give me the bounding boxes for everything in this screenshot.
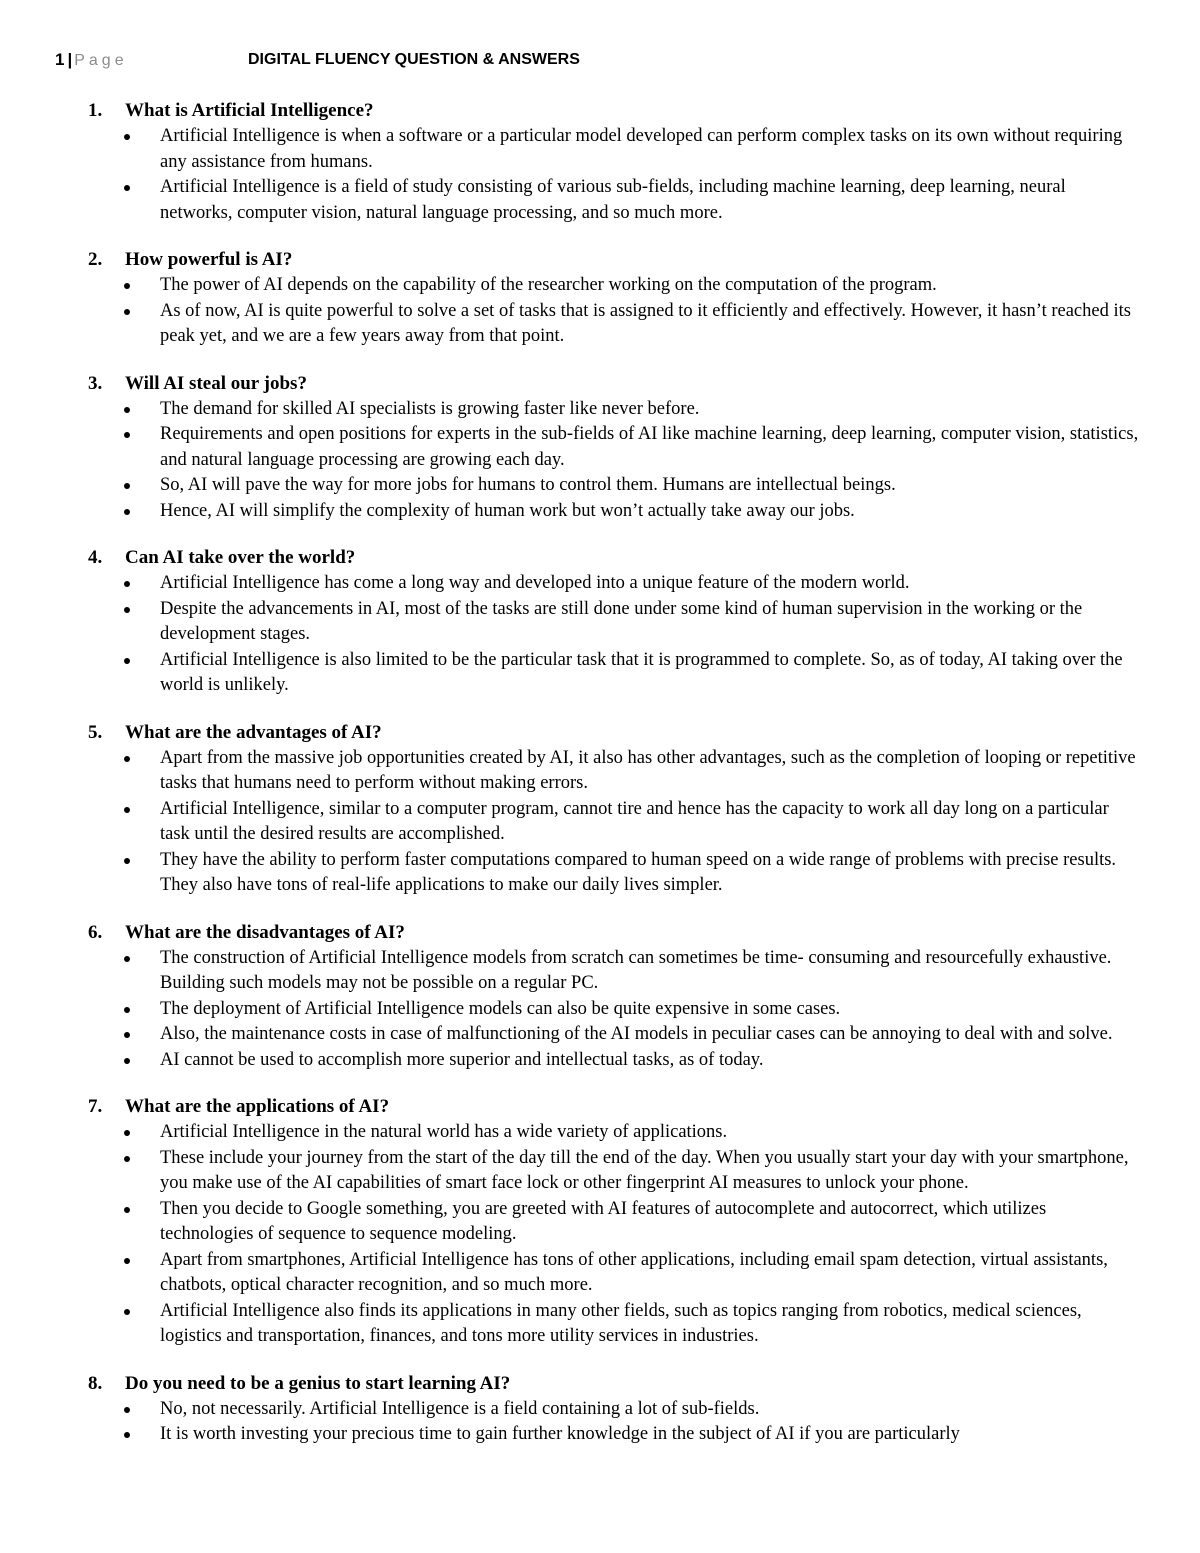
bullet-icon [124,1207,130,1213]
answer-item [0,473,1140,499]
answer-text: No, not necessarily. Artificial Intelligence is a field containing a lot of sub-fields. [160,1398,760,1419]
answer-text: Despite the advancements in AI, most of the tasks are still done under some kind of human supervision in the working or the development stages. [160,598,1083,644]
answer-text: Apart from the massive job opportunities created by AI, it also has other advantages, such as the completion of looping or repetitive tasks that humans need to perform without making errors. [160,747,1136,793]
bullet-icon [124,1058,130,1064]
question-heading [0,920,1200,946]
answer-text: Hence, AI will simplify the complexity of human work but won’t actually take away our jobs. [160,500,855,521]
answer-item [0,997,1140,1023]
answer-item [0,1048,1140,1074]
page-number: 1 [55,50,65,69]
bullet-icon [124,858,130,864]
answer-item [0,797,1140,848]
answer-item [0,1248,1140,1299]
answer-text: Artificial Intelligence is also limited to be the particular task that it is programmed to complete. So, as of today, AI taking over the world is unlikely. [160,649,1123,695]
question-heading [0,1371,1200,1397]
question-number: 4. [88,547,103,568]
question-text: Can AI take over the world? [125,547,356,568]
question-number: 3. [88,372,103,394]
question-number: 7. [88,1096,103,1117]
answer-item [0,1299,1140,1350]
answer-text: So, AI will pave the way for more jobs for humans to control them. Humans are intellectual beings. [160,475,896,495]
answer-item [0,597,1140,648]
bullet-icon [124,1258,130,1264]
answer-item [0,299,1140,350]
question-text: What are the disadvantages of AI? [125,921,405,943]
document-title: DIGITAL FLUENCY QUESTION & ANSWERS [248,51,580,68]
question-heading [0,371,1200,397]
question-text: Do you need to be a genius to start learning AI? [125,1372,511,1394]
bullet-icon [124,134,130,140]
question-heading [0,98,1200,124]
answer-text: Artificial Intelligence has come a long way and developed into a unique feature of the modern world. [160,573,910,593]
answer-text: Artificial Intelligence also finds its applications in many other fields, such as topics ranging from robotics, medical sciences, logistics and transportation, finances, and tons more utility services in industries. [160,1300,1082,1346]
bullet-icon [124,509,130,515]
question-number: 2. [88,249,103,270]
question-heading [0,545,1200,571]
answer-text: Also, the maintenance costs in case of malfunctioning of the AI models in peculiar cases can be annoying to deal with and solve. [160,1024,1113,1044]
answer-item [0,1422,1140,1448]
question-text: What are the advantages of AI? [125,721,382,743]
bullet-icon [124,283,130,289]
question-number: 5. [88,721,103,743]
answer-item [0,1197,1140,1248]
answer-text: Then you decide to Google something, you are greeted with AI features of autocomplete and autocorrect, which utilizes technologies of sequence to sequence modeling. [160,1198,1047,1244]
answer-item [0,571,1140,597]
question-block [0,98,1200,226]
answer-text: They have the ability to perform faster computations compared to human speed on a wide range of problems with precise results. They also have tons of real-life applications to make our daily lives simpler. [160,849,1117,895]
bullet-icon [124,581,130,587]
bullet-icon [124,407,130,413]
question-heading [0,720,1200,746]
bullet-icon [124,309,130,315]
page-separator: | [67,50,73,69]
answer-text: Artificial Intelligence is a field of study consisting of various sub-fields, including machine learning, deep learning, neural networks, computer vision, natural language processing, and so much more. [160,177,1066,223]
question-list [0,98,1200,1469]
bullet-icon [124,1407,130,1413]
bullet-icon [124,1156,130,1162]
answer-item [0,273,1140,299]
question-block [0,920,1200,1074]
bullet-icon [124,1007,130,1013]
bullet-icon [124,1032,130,1038]
answer-text: Apart from smartphones, Artificial Intelligence has tons of other applications, including email spam detection, virtual assistants, chatbots, optical character recognition, and so much more. [160,1249,1108,1295]
answer-item [0,946,1140,997]
question-text: What are the applications of AI? [125,1096,390,1117]
answer-text: Requirements and open positions for experts in the sub-fields of AI like machine learning, deep learning, computer vision, statistics, and natural language processing are growing each day. [160,424,1139,470]
answer-text: Artificial Intelligence in the natural world has a wide variety of applications. [160,1122,728,1142]
answer-text: Artificial Intelligence is when a software or a particular model developed can perform complex tasks on its own without requiring any assistance from humans. [160,126,1123,172]
question-text: How powerful is AI? [125,249,293,270]
bullet-icon [124,956,130,962]
question-heading [0,1094,1200,1120]
answer-item [0,848,1140,899]
question-text: Will AI steal our jobs? [125,372,307,394]
bullet-icon [124,756,130,762]
answer-list [0,571,1200,699]
answer-item [0,1397,1140,1423]
question-block [0,1371,1200,1448]
answer-list [0,124,1200,226]
question-block [0,371,1200,525]
answer-item [0,1120,1140,1146]
bullet-icon [124,1309,130,1315]
bullet-icon [124,607,130,613]
question-number: 8. [88,1372,103,1394]
page-word: Page [74,52,128,69]
answer-list [0,1397,1200,1448]
bullet-icon [124,1432,130,1438]
answer-text: The construction of Artificial Intelligence models from scratch can sometimes be time- consuming and resourcefully exhaustive. Building such models may not be possible on a regular PC. [160,947,1112,993]
answer-item [0,1022,1140,1048]
answer-list [0,273,1200,350]
bullet-icon [124,483,130,489]
question-block [0,247,1200,350]
answer-text: The power of AI depends on the capability of the researcher working on the computation of the program. [160,275,937,295]
answer-text: As of now, AI is quite powerful to solve a set of tasks that is assigned to it efficiently and effectively. However, it hasn’t reached its peak yet, and we are a few years away from that point. [160,300,1131,346]
answer-text: The deployment of Artificial Intelligence models can also be quite expensive in some cases. [160,998,841,1019]
question-number: 1. [88,100,103,121]
answer-item [0,1146,1140,1197]
question-heading [0,247,1200,273]
answer-item [0,175,1140,226]
answer-item [0,499,1140,525]
question-number: 6. [88,921,103,943]
answer-list [0,746,1200,899]
bullet-icon [124,807,130,813]
answer-item [0,746,1140,797]
bullet-icon [124,432,130,438]
answer-text: Artificial Intelligence, similar to a computer program, cannot tire and hence has the capacity to work all day long on a particular task until the desired results are accomplished. [160,798,1109,844]
answer-text: It is worth investing your precious time to gain further knowledge in the subject of AI if you are particularly [160,1424,960,1444]
answer-item [0,422,1140,473]
answer-list [0,397,1200,525]
answer-item [0,397,1140,423]
answer-item [0,648,1140,699]
question-block [0,545,1200,699]
question-block [0,720,1200,899]
answer-text: AI cannot be used to accomplish more superior and intellectual tasks, as of today. [160,1049,764,1070]
answer-list [0,946,1200,1074]
page-header [55,49,128,73]
answer-text: The demand for skilled AI specialists is growing faster like never before. [160,398,700,419]
bullet-icon [124,185,130,191]
bullet-icon [124,658,130,664]
answer-list [0,1120,1200,1350]
question-block [0,1094,1200,1350]
answer-text: These include your journey from the start of the day till the end of the day. When you usually start your day with your smartphone, you make use of the AI capabilities of smart face lock or other fingerprint AI measures to unlock your phone. [160,1147,1129,1193]
bullet-icon [124,1130,130,1136]
question-text: What is Artificial Intelligence? [125,100,374,121]
answer-item [0,124,1140,175]
